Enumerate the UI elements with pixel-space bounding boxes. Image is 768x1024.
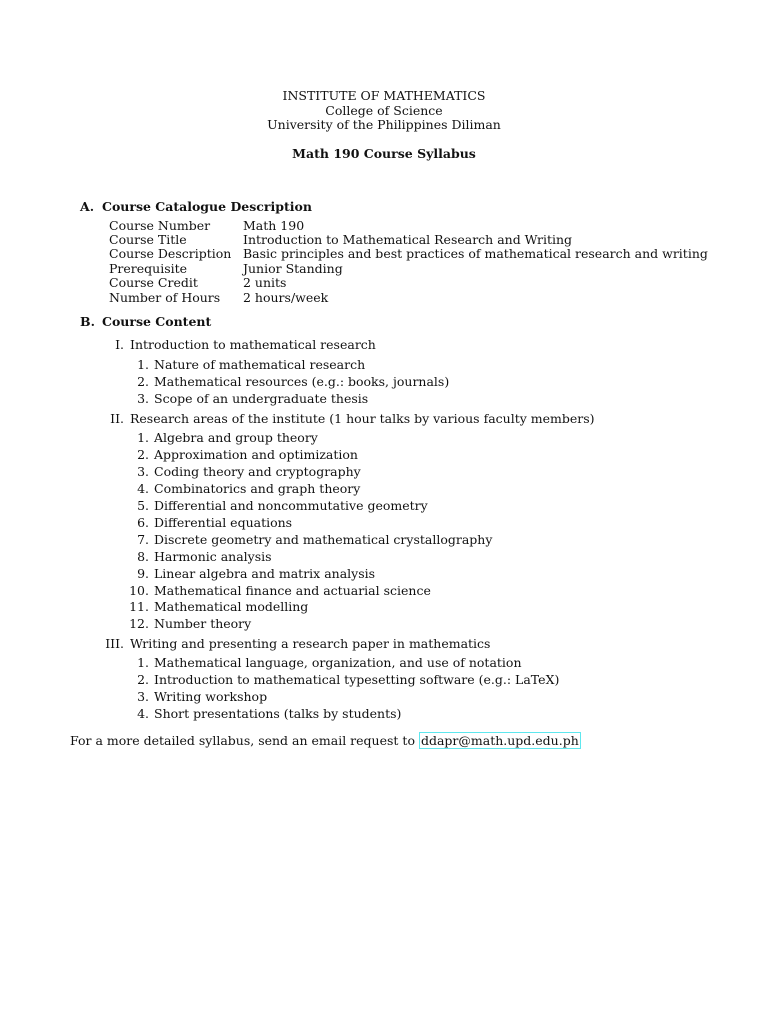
list-item-number: 4. — [137, 706, 149, 721]
list-item-number: 4. — [137, 481, 149, 496]
list-item-number: 2. — [137, 447, 149, 462]
list-item: Mathematical resources (e.g.: books, journals) — [154, 374, 450, 389]
list-item-number: 2. — [137, 672, 149, 687]
section-b-marker: B. — [80, 314, 95, 329]
list-item-number: 3. — [137, 464, 149, 479]
institute-name: INSTITUTE OF MATHEMATICS — [282, 88, 486, 103]
list-item: Differential and noncommutative geometry — [154, 498, 428, 513]
catalogue-label: Course Description — [109, 246, 232, 261]
footer-line — [70, 733, 581, 748]
catalogue-label: Prerequisite — [109, 261, 188, 276]
footer-text: For a more detailed syllabus, send an email request to — [70, 733, 415, 748]
catalogue-value: Basic principles and best practices of mathematical research and writing — [243, 246, 708, 261]
catalogue-value: 2 hours/week — [243, 290, 329, 305]
college-name: College of Science — [325, 103, 443, 118]
part-numeral: II. — [110, 411, 124, 426]
list-item: Introduction to mathematical typesetting software (e.g.: LaTeX) — [154, 672, 560, 687]
list-item: Differential equations — [154, 515, 293, 530]
section-a-marker: A. — [80, 199, 95, 214]
catalogue-value: 2 units — [243, 275, 287, 290]
list-item: Discrete geometry and mathematical crystallography — [154, 532, 493, 547]
part-title: Research areas of the institute (1 hour talks by various faculty members) — [130, 411, 595, 426]
list-item-number: 3. — [137, 689, 149, 704]
page-title: Math 190 Course Syllabus — [292, 146, 476, 161]
catalogue-value: Math 190 — [243, 218, 305, 233]
list-item-number: 12. — [129, 616, 149, 631]
list-item: Number theory — [154, 616, 252, 631]
part-title: Writing and presenting a research paper in mathematics — [130, 636, 491, 651]
list-item-number: 2. — [137, 374, 149, 389]
list-item-number: 7. — [137, 532, 149, 547]
list-item: Combinatorics and graph theory — [154, 481, 361, 496]
list-item: Approximation and optimization — [154, 447, 358, 462]
part-title: Introduction to mathematical research — [130, 337, 376, 352]
list-item-number: 11. — [129, 599, 149, 614]
list-item-number: 6. — [137, 515, 149, 530]
list-item-number: 9. — [137, 566, 149, 581]
list-item-number: 8. — [137, 549, 149, 564]
list-item-number: 1. — [137, 357, 149, 372]
catalogue-label: Course Title — [109, 232, 187, 247]
catalogue-value: Junior Standing — [243, 261, 343, 276]
list-item: Writing workshop — [154, 689, 268, 704]
email-link[interactable]: ddapr@math.upd.edu.ph — [420, 733, 579, 748]
list-item-number: 3. — [137, 391, 149, 406]
list-item-number: 5. — [137, 498, 149, 513]
catalogue-label: Number of Hours — [109, 290, 221, 305]
list-item: Scope of an undergraduate thesis — [154, 391, 369, 406]
list-item: Algebra and group theory — [154, 430, 318, 445]
list-item: Short presentations (talks by students) — [154, 706, 402, 721]
catalogue-label: Course Credit — [109, 275, 198, 290]
university-name: University of the Philippines Diliman — [267, 117, 501, 132]
list-item: Harmonic analysis — [154, 549, 272, 564]
catalogue-label: Course Number — [109, 218, 211, 233]
list-item: Mathematical language, organization, and use of notation — [154, 655, 522, 670]
list-item: Mathematical modelling — [154, 599, 309, 614]
catalogue-value: Introduction to Mathematical Research and Writing — [243, 232, 573, 247]
part-numeral: III. — [105, 636, 124, 651]
list-item: Linear algebra and matrix analysis — [154, 566, 376, 581]
list-item: Coding theory and cryptography — [154, 464, 361, 479]
section-b-heading: Course Content — [102, 314, 212, 329]
list-item-number: 10. — [129, 583, 149, 598]
section-a-heading: Course Catalogue Description — [102, 199, 312, 214]
list-item-number: 1. — [137, 430, 149, 445]
list-item-number: 1. — [137, 655, 149, 670]
part-numeral: I. — [115, 337, 124, 352]
list-item: Nature of mathematical research — [154, 357, 366, 372]
list-item: Mathematical finance and actuarial science — [154, 583, 431, 598]
